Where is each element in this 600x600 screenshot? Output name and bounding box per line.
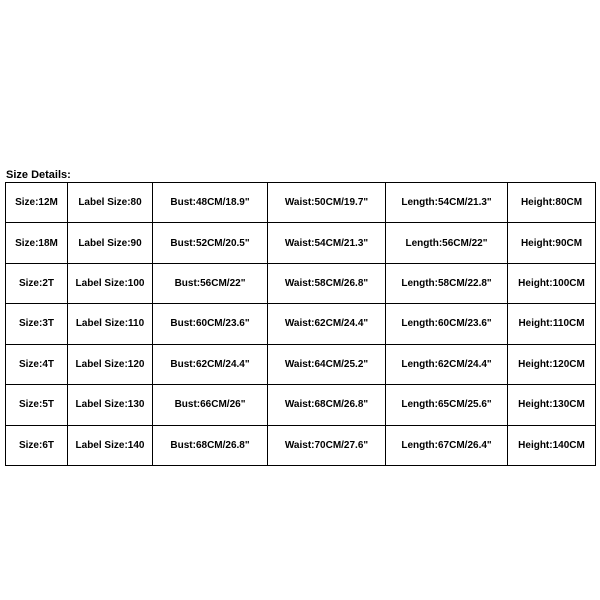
length-cell: Length:65CM/25.6": [386, 385, 508, 425]
waist-cell: Waist:50CM/19.7": [268, 183, 386, 223]
label-size-cell: Label Size:90: [68, 223, 153, 263]
bust-cell: Bust:48CM/18.9": [153, 183, 268, 223]
label-size-cell: Label Size:120: [68, 344, 153, 384]
length-cell: Length:58CM/22.8": [386, 263, 508, 303]
waist-cell: Waist:54CM/21.3": [268, 223, 386, 263]
table-row: [6, 344, 596, 384]
bust-cell: Bust:60CM/23.6": [153, 304, 268, 344]
size-cell: Size:5T: [6, 385, 68, 425]
bust-cell: Bust:62CM/24.4": [153, 344, 268, 384]
height-cell: Height:100CM: [508, 263, 596, 303]
height-cell: Height:130CM: [508, 385, 596, 425]
bust-cell: Bust:68CM/26.8": [153, 425, 268, 465]
waist-cell: Waist:58CM/26.8": [268, 263, 386, 303]
size-cell: Size:2T: [6, 263, 68, 303]
table-row: [6, 263, 596, 303]
height-cell: Height:120CM: [508, 344, 596, 384]
table-row: [6, 425, 596, 465]
size-cell: Size:4T: [6, 344, 68, 384]
waist-cell: Waist:62CM/24.4": [268, 304, 386, 344]
bust-cell: Bust:66CM/26": [153, 385, 268, 425]
table-row: [6, 223, 596, 263]
label-size-cell: Label Size:100: [68, 263, 153, 303]
height-cell: Height:80CM: [508, 183, 596, 223]
label-size-cell: Label Size:130: [68, 385, 153, 425]
size-details-title: Size Details:: [6, 169, 71, 181]
table-row: [6, 304, 596, 344]
size-cell: Size:3T: [6, 304, 68, 344]
waist-cell: Waist:70CM/27.6": [268, 425, 386, 465]
bust-cell: Bust:56CM/22": [153, 263, 268, 303]
size-cell: Size:12M: [6, 183, 68, 223]
height-cell: Height:110CM: [508, 304, 596, 344]
bust-cell: Bust:52CM/20.5": [153, 223, 268, 263]
label-size-cell: Label Size:110: [68, 304, 153, 344]
size-cell: Size:6T: [6, 425, 68, 465]
waist-cell: Waist:64CM/25.2": [268, 344, 386, 384]
size-chart-table: [5, 182, 596, 466]
waist-cell: Waist:68CM/26.8": [268, 385, 386, 425]
length-cell: Length:62CM/24.4": [386, 344, 508, 384]
size-cell: Size:18M: [6, 223, 68, 263]
length-cell: Length:60CM/23.6": [386, 304, 508, 344]
height-cell: Height:90CM: [508, 223, 596, 263]
length-cell: Length:56CM/22": [386, 223, 508, 263]
label-size-cell: Label Size:80: [68, 183, 153, 223]
length-cell: Length:54CM/21.3": [386, 183, 508, 223]
table-row: [6, 183, 596, 223]
height-cell: Height:140CM: [508, 425, 596, 465]
label-size-cell: Label Size:140: [68, 425, 153, 465]
length-cell: Length:67CM/26.4": [386, 425, 508, 465]
table-row: [6, 385, 596, 425]
